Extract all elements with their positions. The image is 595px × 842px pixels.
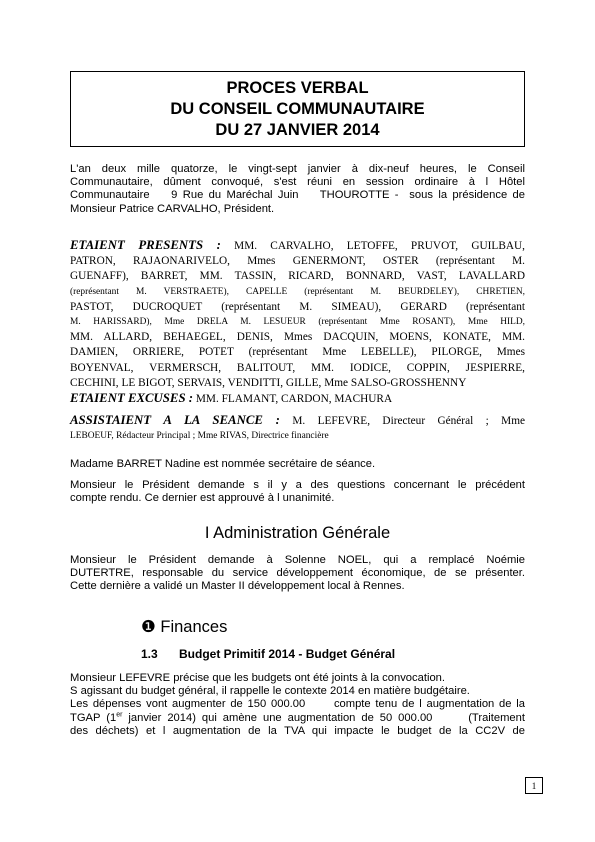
item-number: 1.3 [141, 647, 158, 661]
presents-label: ETAIENT PRESENTS : [70, 238, 221, 252]
section-line: Cette dernière a validé un Master II développement local à Rennes. [70, 580, 405, 593]
assistaient-paragraph [70, 413, 525, 444]
compte-rendu-line: compte rendu. Ce dernier est approuvé à l unanimité. [70, 492, 335, 505]
excuses-text: MM. FLAMANT, CARDON, MACHURA [195, 393, 393, 405]
presents-line: (représentant M. VERSTRAETE), CAPELLE (représentant M. BEURDELEY), CHRETIEN, [70, 286, 525, 297]
excuses-label: ETAIENT EXCUSES : [70, 391, 194, 405]
title-line-2: DU CONSEIL COMMUNAUTAIRE [170, 99, 425, 118]
budget-line: des déchets) et l augmentation de la TVA qui impacte le budget de la CC2V de [70, 724, 525, 737]
excuses-paragraph [70, 391, 525, 407]
budget-line: Monsieur LEFEVRE précise que les budgets ont été joints à la convocation. [70, 672, 445, 684]
section-paragraph [70, 554, 525, 594]
subsection-title: Finances [160, 618, 228, 636]
superscript: er [116, 710, 123, 718]
assistaient-line: M. LEFEVRE, Directeur Général ; Mme [292, 415, 526, 427]
secretaire-paragraph: Madame BARRET Nadine est nommée secrétaire de séance. [70, 458, 376, 470]
presents-line: GUENAFF), BARRET, MM. TASSIN, RICARD, BONNARD, VAST, LAVALLARD [70, 270, 525, 283]
section-line: DUTERTRE, responsable du service développement économique, de se présenter. [70, 567, 525, 580]
budget-line: S agissant du budget général, il rappelle le contexte 2014 en matière budgétaire. [70, 685, 470, 698]
assistaient-label: ASSISTAIENT A LA SEANCE : [70, 413, 280, 427]
budget-line: Les dépenses vont augmenter de 150 000.00 compte tenu de l augmentation de la [70, 698, 525, 711]
presents-line: M. HARISSARD), Mme DRELA M. LESUEUR (représentant Mme ROSANT), Mme HILD, [70, 317, 525, 328]
bullet-icon: ❶ [141, 618, 156, 636]
title-box [70, 71, 525, 147]
presents-line: DAMIEN, ORRIERE, POTET (représentant Mme LEBELLE), PILORGE, Mmes [70, 346, 525, 359]
presents-line: MM. ALLARD, BEHAEGEL, DENIS, Mmes DACQUIN, MOENS, KONATE, MM. [70, 331, 525, 344]
presents-line: PATRON, RAJAONARIVELO, Mmes GENERMONT, OSTER (représentant M. [70, 255, 525, 268]
item-heading [141, 647, 395, 661]
intro-line: Monsieur Patrice CARVALHO, Président. [70, 202, 275, 215]
title-line-1: PROCES VERBAL [226, 78, 369, 97]
item-title: Budget Primitif 2014 - Budget Général [179, 647, 396, 661]
title-line-3: DU 27 JANVIER 2014 [215, 120, 380, 139]
compte-rendu-line: Monsieur le Président demande s il y a des questions concernant le précédent [70, 479, 525, 491]
budget-paragraph [70, 672, 525, 738]
budget-line: janvier 2014) qui amène une augmentation de 50 000.00 (Traitement [122, 711, 525, 724]
subsection-heading [141, 617, 227, 637]
section-line: Monsieur le Président demande à Solenne NOEL, qui a remplacé Noémie [70, 554, 525, 566]
compte-rendu-paragraph [70, 479, 525, 505]
section-heading: I Administration Générale [204, 524, 391, 542]
intro-line: Communautaire, dûment convoqué, s'est réuni en session ordinaire à l Hôtel [70, 176, 525, 189]
presents-line: MM. CARVALHO, LETOFFE, PRUVOT, GUILBAU, [234, 240, 525, 252]
budget-line: TGAP (1 [70, 711, 117, 724]
page-number: 1 [525, 777, 543, 794]
presents-line: CECHINI, LE BIGOT, SERVAIS, VENDITTI, GILLE, Mme SALSO-GROSSHENNY [70, 376, 467, 389]
presents-line: PASTOT, DUCROQUET (représentant M. SIMEAU), GERARD (représentant [70, 300, 525, 313]
intro-line: L'an deux mille quatorze, le vingt-sept janvier à dix-neuf heures, le Conseil [70, 163, 525, 175]
presents-line: BOYENVAL, VERMERSCH, BALITOUT, MM. IODICE, COPPIN, JESPIERRE, [70, 361, 525, 374]
assistaient-line: LEBOEUF, Rédacteur Principal ; Mme RIVAS, Directrice financière [70, 431, 329, 442]
presents-paragraph [70, 238, 525, 391]
intro-paragraph [70, 163, 525, 216]
intro-line: Communautaire 9 Rue du Maréchal Juin THOUROTTE - sous la présidence de [70, 189, 525, 202]
